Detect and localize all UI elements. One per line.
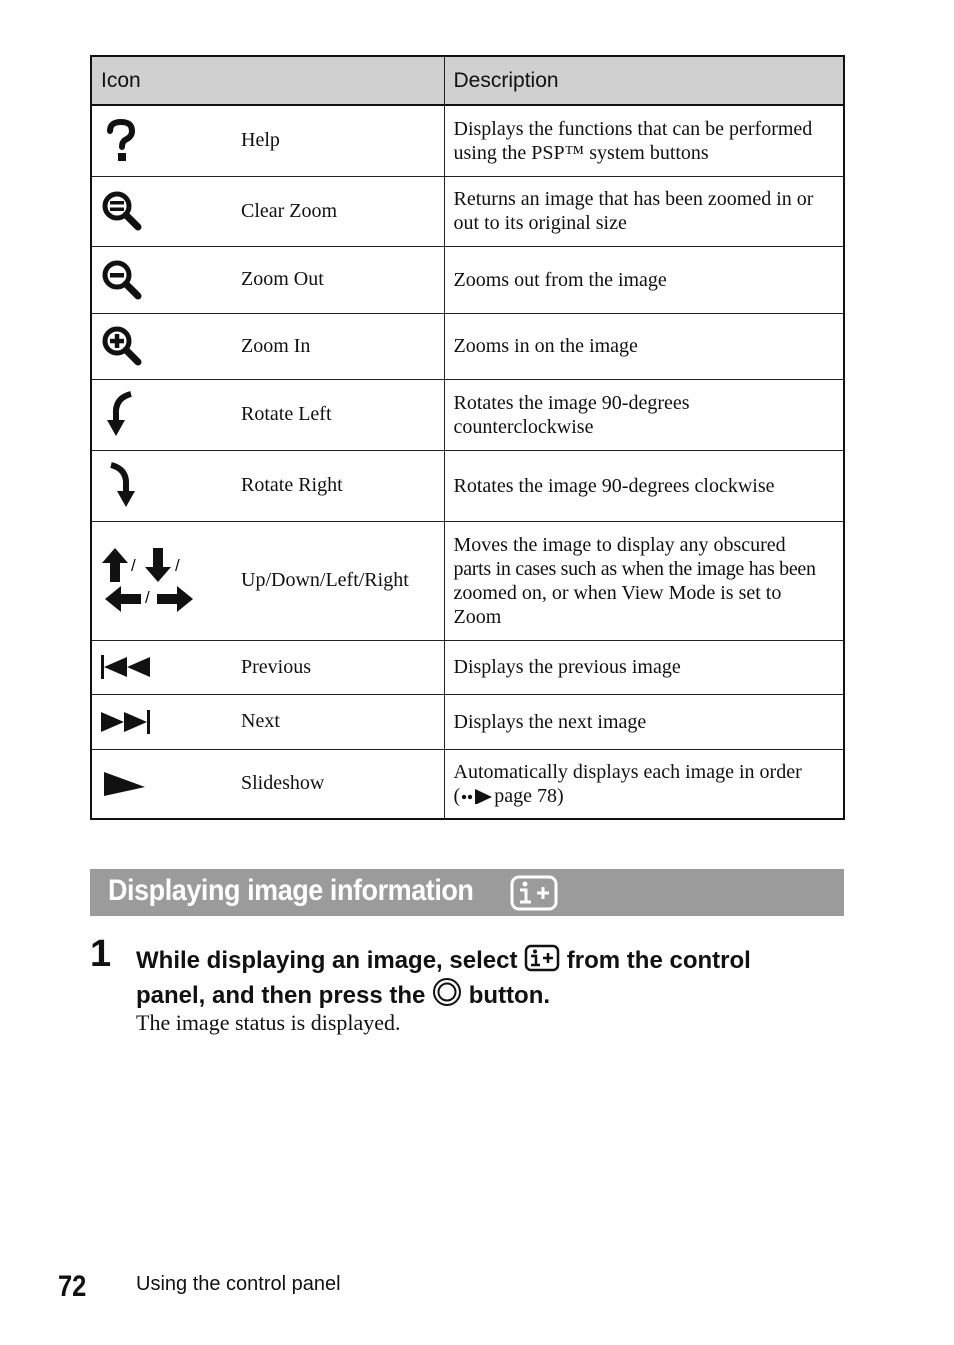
table-row (91, 379, 844, 450)
arrows-icon (101, 548, 201, 614)
table-header-row (91, 56, 844, 105)
row-name: Previous (241, 640, 444, 694)
header-icon: Icon (91, 56, 444, 105)
step-instruction (136, 944, 836, 1012)
section-title: Displaying image information (108, 874, 474, 907)
rotate-left-icon (101, 390, 141, 440)
table-row (91, 450, 844, 521)
clear-zoom-icon (101, 190, 143, 232)
row-desc-line: parts in cases such as when the image has been (453, 557, 816, 580)
row-desc-line: Moves the image to display any obscured (453, 533, 786, 556)
row-name: Next (241, 694, 444, 749)
row-desc-line: Zooms out from the image (453, 268, 667, 291)
section-header (90, 869, 844, 916)
row-name: Rotate Right (241, 450, 444, 521)
table-row (91, 105, 844, 176)
table-row (91, 176, 844, 246)
previous-icon (101, 654, 153, 680)
next-icon (101, 709, 153, 735)
slideshow-icon (101, 770, 147, 798)
row-name: Zoom Out (241, 246, 444, 313)
step-number: 1 (90, 933, 112, 975)
row-desc-line: using the PSP™ system buttons (453, 141, 709, 164)
arrow-right-icon (157, 586, 193, 612)
table-row (91, 313, 844, 379)
footer-label: Using the control panel (136, 1273, 341, 1295)
header-description: Description (444, 56, 844, 105)
row-name: Clear Zoom (241, 176, 444, 246)
arrow-down-icon (144, 548, 172, 582)
info-plus-icon (510, 875, 558, 911)
zoom-in-icon (101, 325, 143, 367)
row-name: Zoom In (241, 313, 444, 379)
row-name: Up/Down/Left/Right (241, 521, 444, 640)
row-name: Slideshow (241, 749, 444, 819)
row-desc-line: Displays the previous image (453, 656, 681, 678)
arrow-up-icon (101, 548, 129, 582)
arrow-left-icon (105, 586, 141, 612)
info-plus-icon (524, 944, 560, 972)
icon-table (90, 55, 845, 820)
row-desc-line: Displays the next image (453, 710, 647, 733)
row-desc-line: Automatically displays each image in order (453, 760, 802, 783)
step-line-2: panel, and then press the button. (136, 977, 836, 1012)
table-row (91, 640, 844, 694)
row-desc-line: counterclockwise (453, 415, 594, 438)
slash: / (175, 555, 180, 575)
circle-button-icon (432, 977, 462, 1007)
table-row (91, 749, 844, 819)
row-desc-line: Rotates the image 90-degrees (453, 391, 690, 414)
row-name: Help (241, 105, 444, 176)
page-number: 72 (58, 1270, 87, 1303)
row-desc-line: Rotates the image 90-degrees clockwise (453, 474, 775, 497)
row-name: Rotate Left (241, 379, 444, 450)
page-reference-icon (460, 788, 494, 804)
slash: / (145, 587, 150, 607)
slash: / (131, 555, 136, 575)
zoom-out-icon (101, 259, 143, 301)
row-desc-line: out to its original size (453, 212, 627, 234)
row-desc-line: Returns an image that has been zoomed in or (453, 188, 814, 210)
step-result: The image status is displayed. (136, 1010, 401, 1035)
table-row (91, 694, 844, 749)
row-desc-line: Zoom (453, 605, 502, 628)
table-row (91, 521, 844, 640)
rotate-right-icon (101, 461, 141, 511)
row-desc-line: Displays the functions that can be performed (453, 117, 813, 140)
row-desc-line: Zooms in on the image (453, 335, 638, 357)
row-desc-line: ( page 78) (453, 784, 564, 807)
table-row (91, 246, 844, 313)
help-icon (101, 119, 141, 163)
step-line-1: While displaying an image, select from the control (136, 944, 836, 977)
row-desc-line: zoomed on, or when View Mode is set to (453, 581, 782, 604)
